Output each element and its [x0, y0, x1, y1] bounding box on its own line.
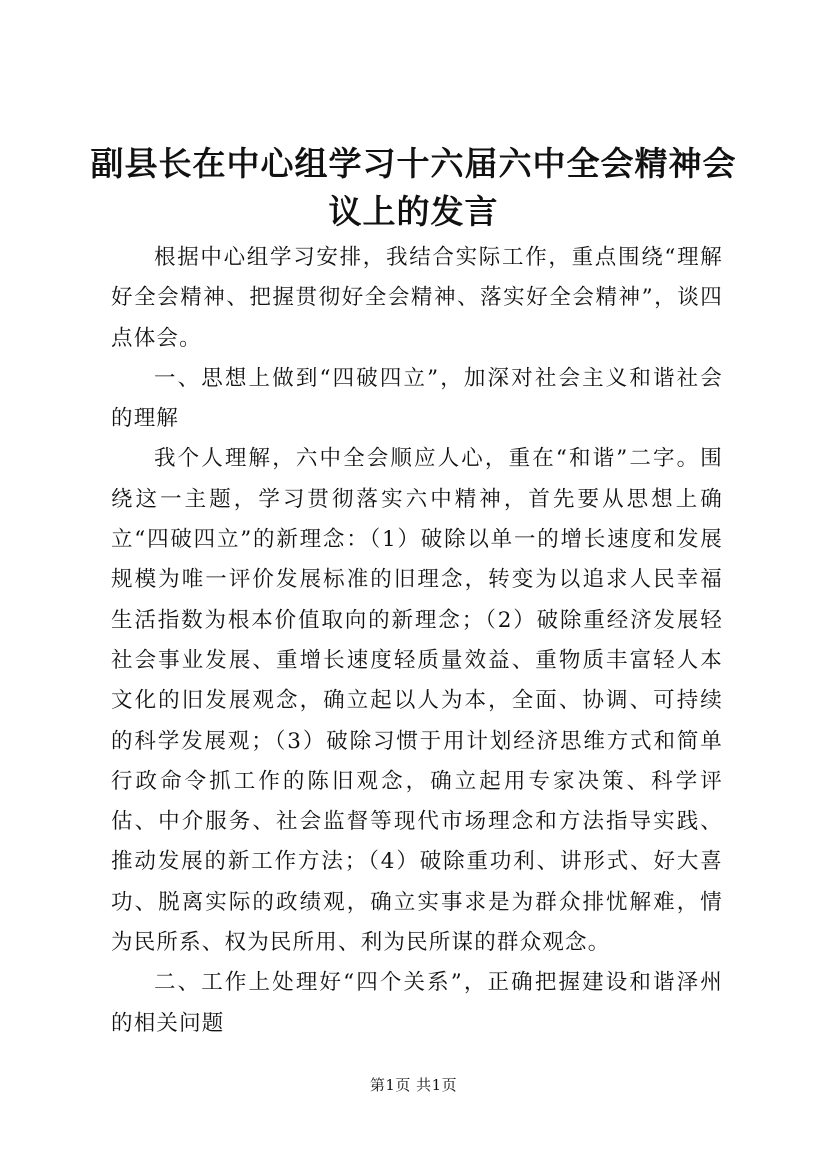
paragraph-intro: 根据中心组学习安排，我结合实际工作，重点围绕“理解好全会精神、把握贯彻好全会精神、落实好全会精神”，谈四点体会。	[111, 245, 723, 351]
section-heading-1: 一、思想上做到“四破四立”，加深对社会主义和谐社会的理解	[111, 365, 723, 432]
section-heading-2: 二、工作上处理好“四个关系”，正确把握建设和谐泽州的相关问题	[111, 970, 723, 1036]
document-title: 副县长在中心组学习十六届六中全会精神会议上的发言	[90, 144, 737, 231]
document-body	[111, 238, 723, 1044]
paragraph-section-1: 我个人理解，六中全会顺应人心，重在“和谐”二字。围绕这一主题，学习贯彻落实六中精神，首先要从思想上确立“四破四立”的新理念：（1）破除以单一的增长速度和发展规模为唯一评价发展标准的旧理念，转变为以追求人民幸福生活指数为根本价值取向的新理念；（2）破除重经济发展轻社会事业发展、重增长速度轻质量效益、重物质丰富轻人本文化的旧发展观念，确立起以人为本，全面、协调、可持续的科学发展观；（3）破除习惯于用计划经济思维方式和简单行政命令抓工作的陈旧观念，确立起用专家决策、科学评估、中介服务、社会监督等现代市场理念和方法指导实践、推动发展的新工作方法；（4）破除重功利、讲形式、好大喜功、脱离实际的政绩观，确立实事求是为群众排忧解难，情为民所系、权为民所用、利为民所谋的群众观念。	[111, 446, 723, 956]
page-footer: 第1页 共1页	[369, 1076, 458, 1094]
